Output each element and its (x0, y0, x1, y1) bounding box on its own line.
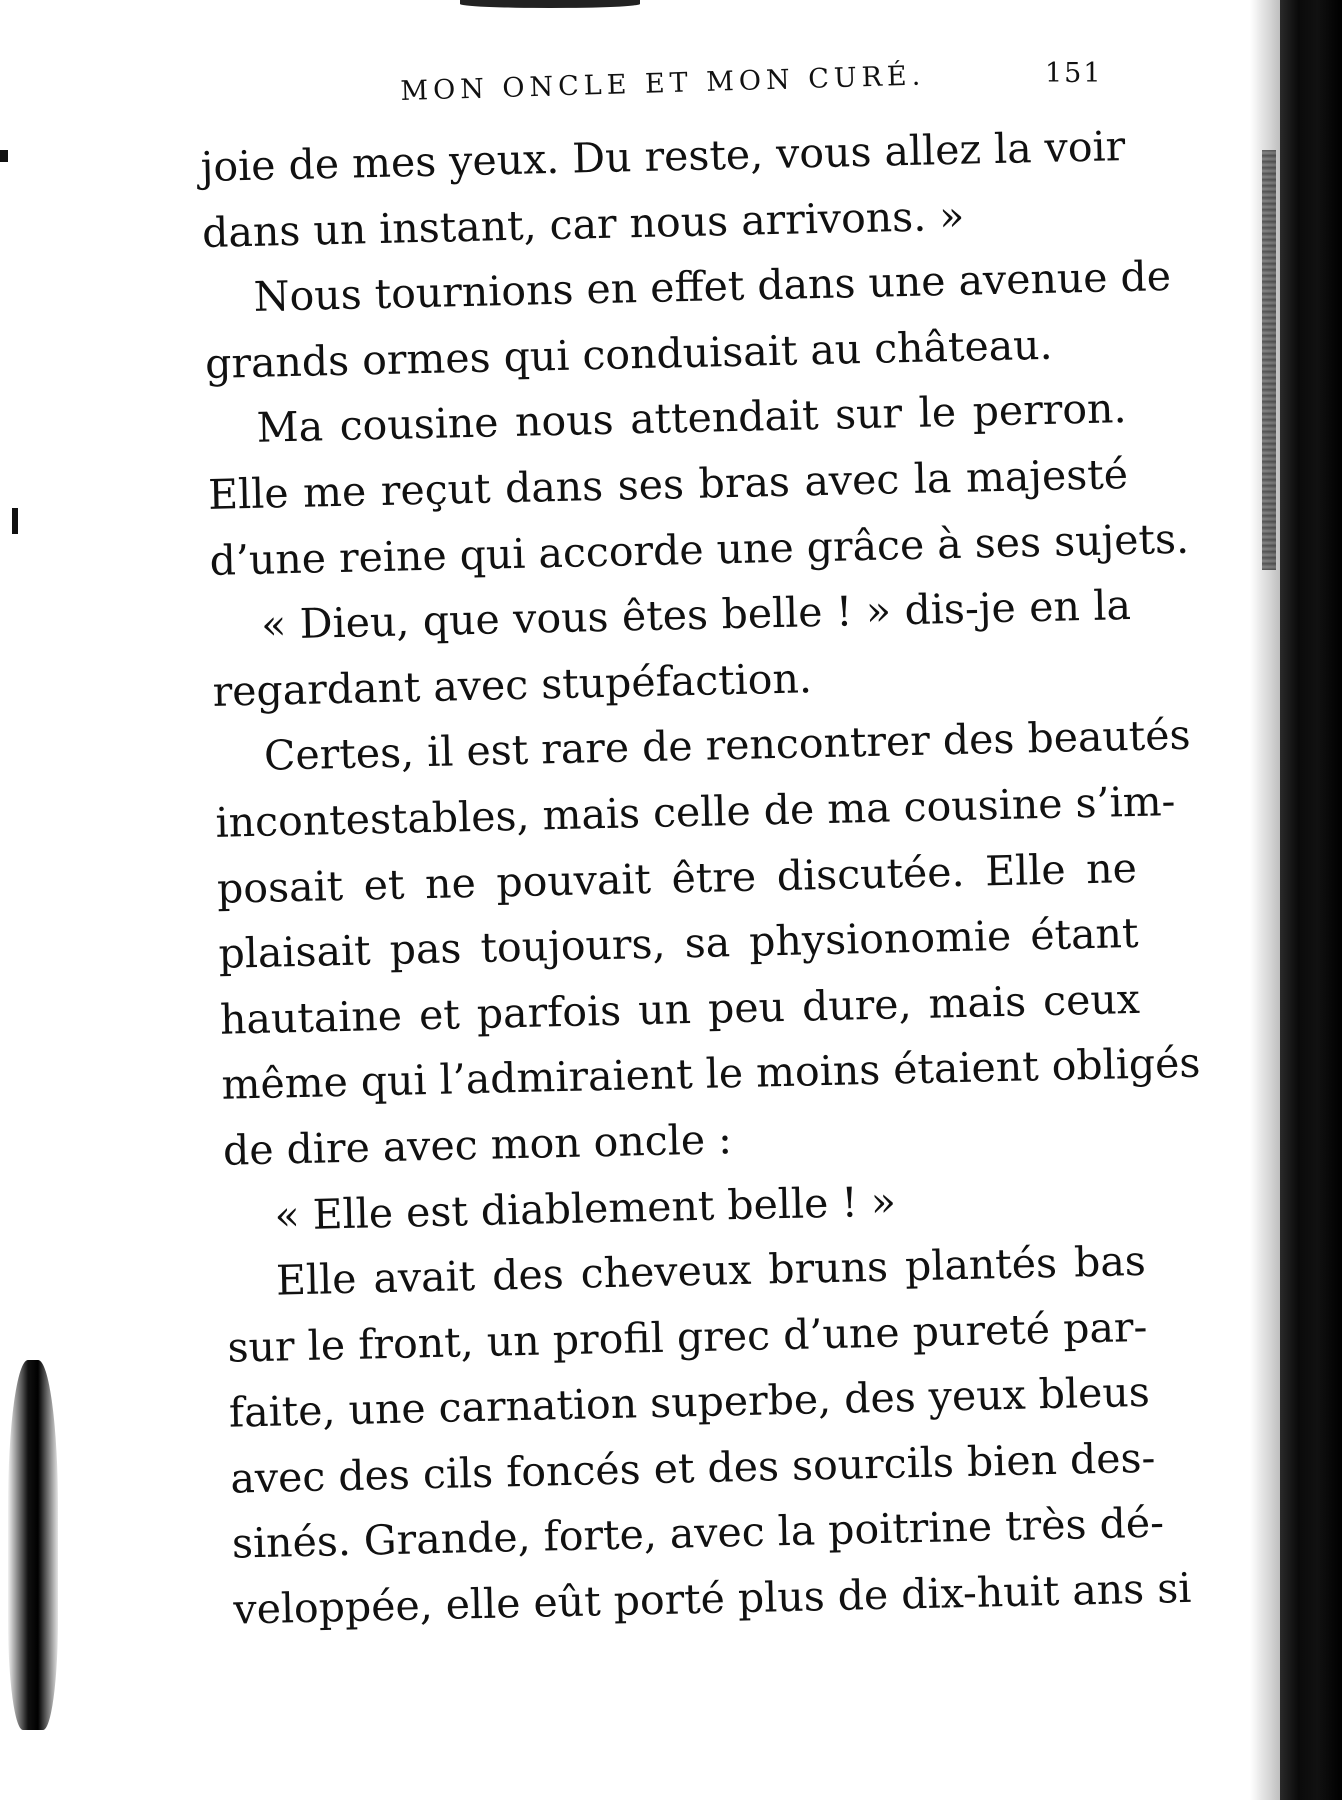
text-line: veloppée, elle eût porté plus de dix-huit ans si (232, 1563, 1192, 1634)
text-line: Nous tournions en effet dans une avenue de (253, 252, 1172, 322)
page-number: 151 (1045, 58, 1103, 89)
text-line: Elle avait des cheveux bruns plantés bas (275, 1236, 1147, 1305)
text-line: sinés. Grande, forte, avec la poitrine très dé- (231, 1498, 1165, 1569)
text-line: Elle me reçut dans ses bras avec la majesté (207, 450, 1129, 519)
text-line: avec des cils foncés et des sourcils bien des- (229, 1433, 1156, 1503)
scan-edge-right (1280, 0, 1342, 1800)
scan-mark-left-middle (12, 508, 18, 534)
text-line: Ma cousine nous attendait sur le perron. (256, 384, 1127, 453)
text-line: regardant avec stupéfaction. (212, 654, 813, 716)
text-line: dans un instant, car nous arrivons. » (201, 191, 965, 257)
running-title: MON ONCLE ET MON CURÉ. (400, 60, 926, 107)
text-line: « Dieu, que vous êtes belle ! » dis-je en la (260, 581, 1132, 649)
text-line: sur le front, un profil grec d’une pureté par- (226, 1302, 1148, 1372)
text-line: incontestables, mais celle de ma cousine s’im- (215, 776, 1176, 847)
scan-mark-left-top (0, 150, 8, 162)
text-line: « Elle est diablement belle ! » (273, 1176, 897, 1240)
text-line: joie de mes yeux. Du reste, vous allez la voir (200, 122, 1126, 191)
text-line: faite, une carnation superbe, des yeux bleus (228, 1368, 1151, 1437)
text-line: grands ormes qui conduisait au château. (204, 320, 1054, 388)
text-line: même qui l’admiraient le moins étaient obligés (221, 1038, 1201, 1110)
scan-smudge-top (460, 0, 640, 8)
text-line: plaisait pas toujours, sa physionomie étant (218, 909, 1139, 978)
text-line: hautaine et parfois un peu dure, mais ceux (219, 974, 1141, 1044)
text-line: Certes, il est rare de rencontrer des beautés (263, 711, 1192, 781)
text-line: posait et ne pouvait être discutée. Elle ne (216, 843, 1138, 913)
body-text (200, 114, 1201, 1643)
text-line: d’une reine qui accorde une grâce à ses sujets. (209, 514, 1190, 585)
text-line: de dire avec mon oncle : (222, 1115, 733, 1175)
scan-smudge-left (8, 1360, 58, 1730)
scan-edge-shadow (1250, 0, 1280, 1800)
